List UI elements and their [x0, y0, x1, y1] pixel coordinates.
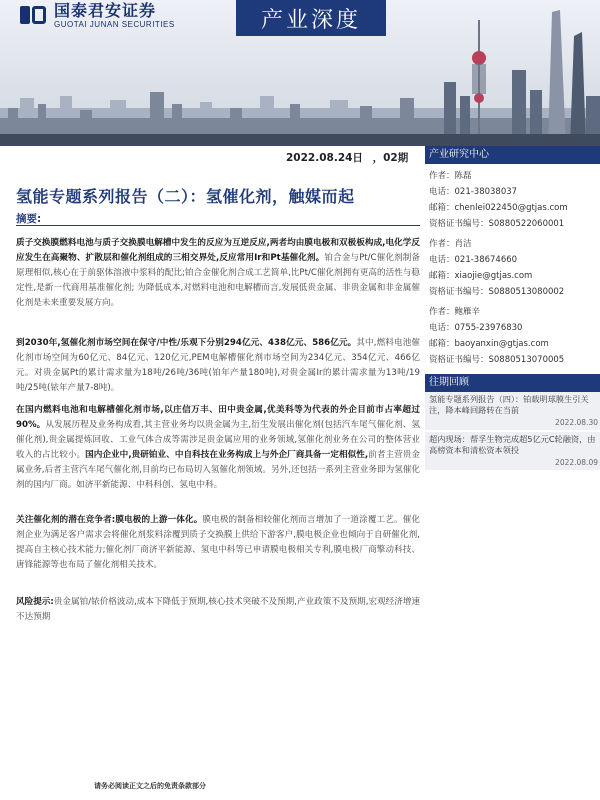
- history-item-date: 2022.08.09: [555, 458, 598, 467]
- paragraph-lead: 风险提示:: [16, 597, 54, 607]
- report-date: 2022.08.24日: [286, 152, 363, 164]
- title-divider: [16, 225, 420, 226]
- logo-chinese-text: 国泰君安证券: [54, 0, 157, 20]
- analyst-phone: 电话：021-38674660: [429, 255, 518, 265]
- history-header: 往期回顾: [425, 374, 600, 392]
- analyst-email[interactable]: 邮箱：baoyanxin@gtjas.com: [429, 339, 549, 349]
- logo-mark-icon: [20, 4, 48, 26]
- report-meta: [280, 150, 408, 165]
- header-banner: [0, 0, 600, 146]
- paragraph-body-2: 前者主营贵金属业务,后者主营汽车尾气催化剂,目前均已布局切入氢催化剂领域。另外,还包括一系列主营业务即为氢催化剂的国内厂商。如济平新能源、中科科创、氢电中科。: [16, 450, 420, 490]
- risk-warning-paragraph: [16, 595, 420, 625]
- history-item-title[interactable]: 氢能专题系列报告（四）：铂载明球膜生引关注，降本峰回路转在当前: [429, 394, 589, 415]
- paragraph-body: 铂合金与Pt/C催化剂制备原理相似,核心在于前驱体溶液中浆料的配比;铂合金催化剂合成工艺简单,比Pt/C催化剂拥有更高的活性与稳定性,是新一代商用基准催化剂; 为降低成本,对燃料电池和电解槽而言,发展低贵金属、非贵金属和非金属催化剂是未来重要发展方向。: [16, 253, 421, 308]
- paragraph-lead: 在国内燃料电池和电解槽催化剂市场,以庄信万丰、田中贵金属,优美科等为代表的外企目前市占率超过90%。: [16, 405, 420, 430]
- analyst-cert: 资格证书编号：S0880522060001: [429, 219, 565, 229]
- analyst-cert: 资格证书编号：S0880513080002: [429, 287, 565, 297]
- history-item-date: 2022.08.30: [555, 418, 598, 427]
- analyst-name: 作者：陈磊: [429, 171, 472, 181]
- analyst-cert: 资格证书编号：S0880513070005: [429, 355, 565, 365]
- summary-paragraph-3: [16, 403, 420, 493]
- paragraph-body: 膜电极的制备相较催化剂而言增加了一道涂覆工艺。催化剂企业为满足客户需求会将催化剂浆料涂覆到质子交换膜上供给下游客户,膜电极企业也倾向于自研催化剂,提高自主核心技术能力;催化剂厂商济平新能源、氢电中科等已申请膜电极相关专利,膜电极厂商擎动科技、唐锋能源等也布局了催化剂相关技术。: [16, 515, 420, 570]
- paragraph-lead-2: 国内企业中,贵研铂业、中自科技在业务构成上与外企厂商具备一定相似性,: [85, 450, 369, 460]
- report-type-label: 产业深度: [236, 0, 386, 36]
- history-item-title[interactable]: 超内现场：帮孚生物完成超5亿元C轮融资，由高榜资本和清松资本领投: [429, 434, 596, 455]
- summary-paragraph-4: [16, 513, 420, 573]
- sidebar: [425, 146, 600, 470]
- analyst-email[interactable]: 邮箱：chenlei022450@gtjas.com: [429, 203, 568, 213]
- summary-label: 摘要:: [16, 213, 42, 225]
- analyst-card: [425, 168, 600, 232]
- analyst-email[interactable]: 邮箱：xiaojie@gtjas.com: [429, 271, 533, 281]
- paragraph-lead: 关注催化剂的潜在竞争者:膜电极的上游一体化。: [16, 515, 203, 525]
- paragraph-lead: 质子交换膜燃料电池与质子交换膜电解槽中发生的反应为互逆反应,两者均由膜电极和双极板构成,电化学反应发生在高聚物、扩散层和催化剂组成的三相交界处,反应常用Ir和Pt基催化剂。: [16, 238, 420, 263]
- report-title: 氢能专题系列报告（二）：氢催化剂，触媒而起: [16, 187, 355, 206]
- summary-paragraph-2: [16, 336, 420, 396]
- paragraph-lead: 到2030年,氢催化剂市场空间在保守/中性/乐观下分别294亿元、438亿元、586亿元。: [16, 338, 357, 348]
- analyst-name: 作者：肖洁: [429, 239, 472, 249]
- history-item[interactable]: [425, 432, 600, 470]
- disclaimer-note: 请务必阅读正文之后的免责条款部分: [94, 782, 206, 790]
- summary-paragraph-1: [16, 236, 420, 311]
- analyst-phone: 电话：021-38038037: [429, 187, 518, 197]
- analyst-phone: 电话：0755-23976830: [429, 323, 523, 333]
- company-logo: [20, 0, 175, 30]
- analyst-card: [425, 304, 600, 368]
- paragraph-body: 贵金属铂/铱价格波动,成本下降低于预期,核心技术突破不及预期,产业政策不及预期,宏观经济增速不达预期: [16, 597, 421, 622]
- research-center-header: 产业研究中心: [425, 146, 600, 164]
- history-item[interactable]: [425, 392, 600, 430]
- analyst-card: [425, 236, 600, 300]
- logo-english-text: GUOTAI JUNAN SECURITIES: [54, 19, 175, 29]
- paragraph-body: 其中,燃料电池催化剂市场空间为60亿元、84亿元、120亿元,PEM电解槽催化剂市场空间为234亿元、354亿元、466亿元。对贵金属Pt的累计需求量为18吨/26吨/36吨(铂年产量180吨),对贵金属Ir的累计需求量为13吨/19吨/25吨(铱年产量7-8吨)。: [16, 338, 420, 393]
- analyst-name: 作者：鲍雁辛: [429, 307, 481, 317]
- paragraph-body: 从发展历程及业务构成看,其主营业务均以贵金属为主,衍生发展出催化剂(包括汽车尾气催化剂、氢催化剂),贵金属提炼回收、工业气体合成等需涉足贵金属应用的业务领域,氢催化剂业务在公司的整体营业收入的占比较小。: [16, 420, 420, 460]
- report-issue: ，02期: [372, 152, 409, 164]
